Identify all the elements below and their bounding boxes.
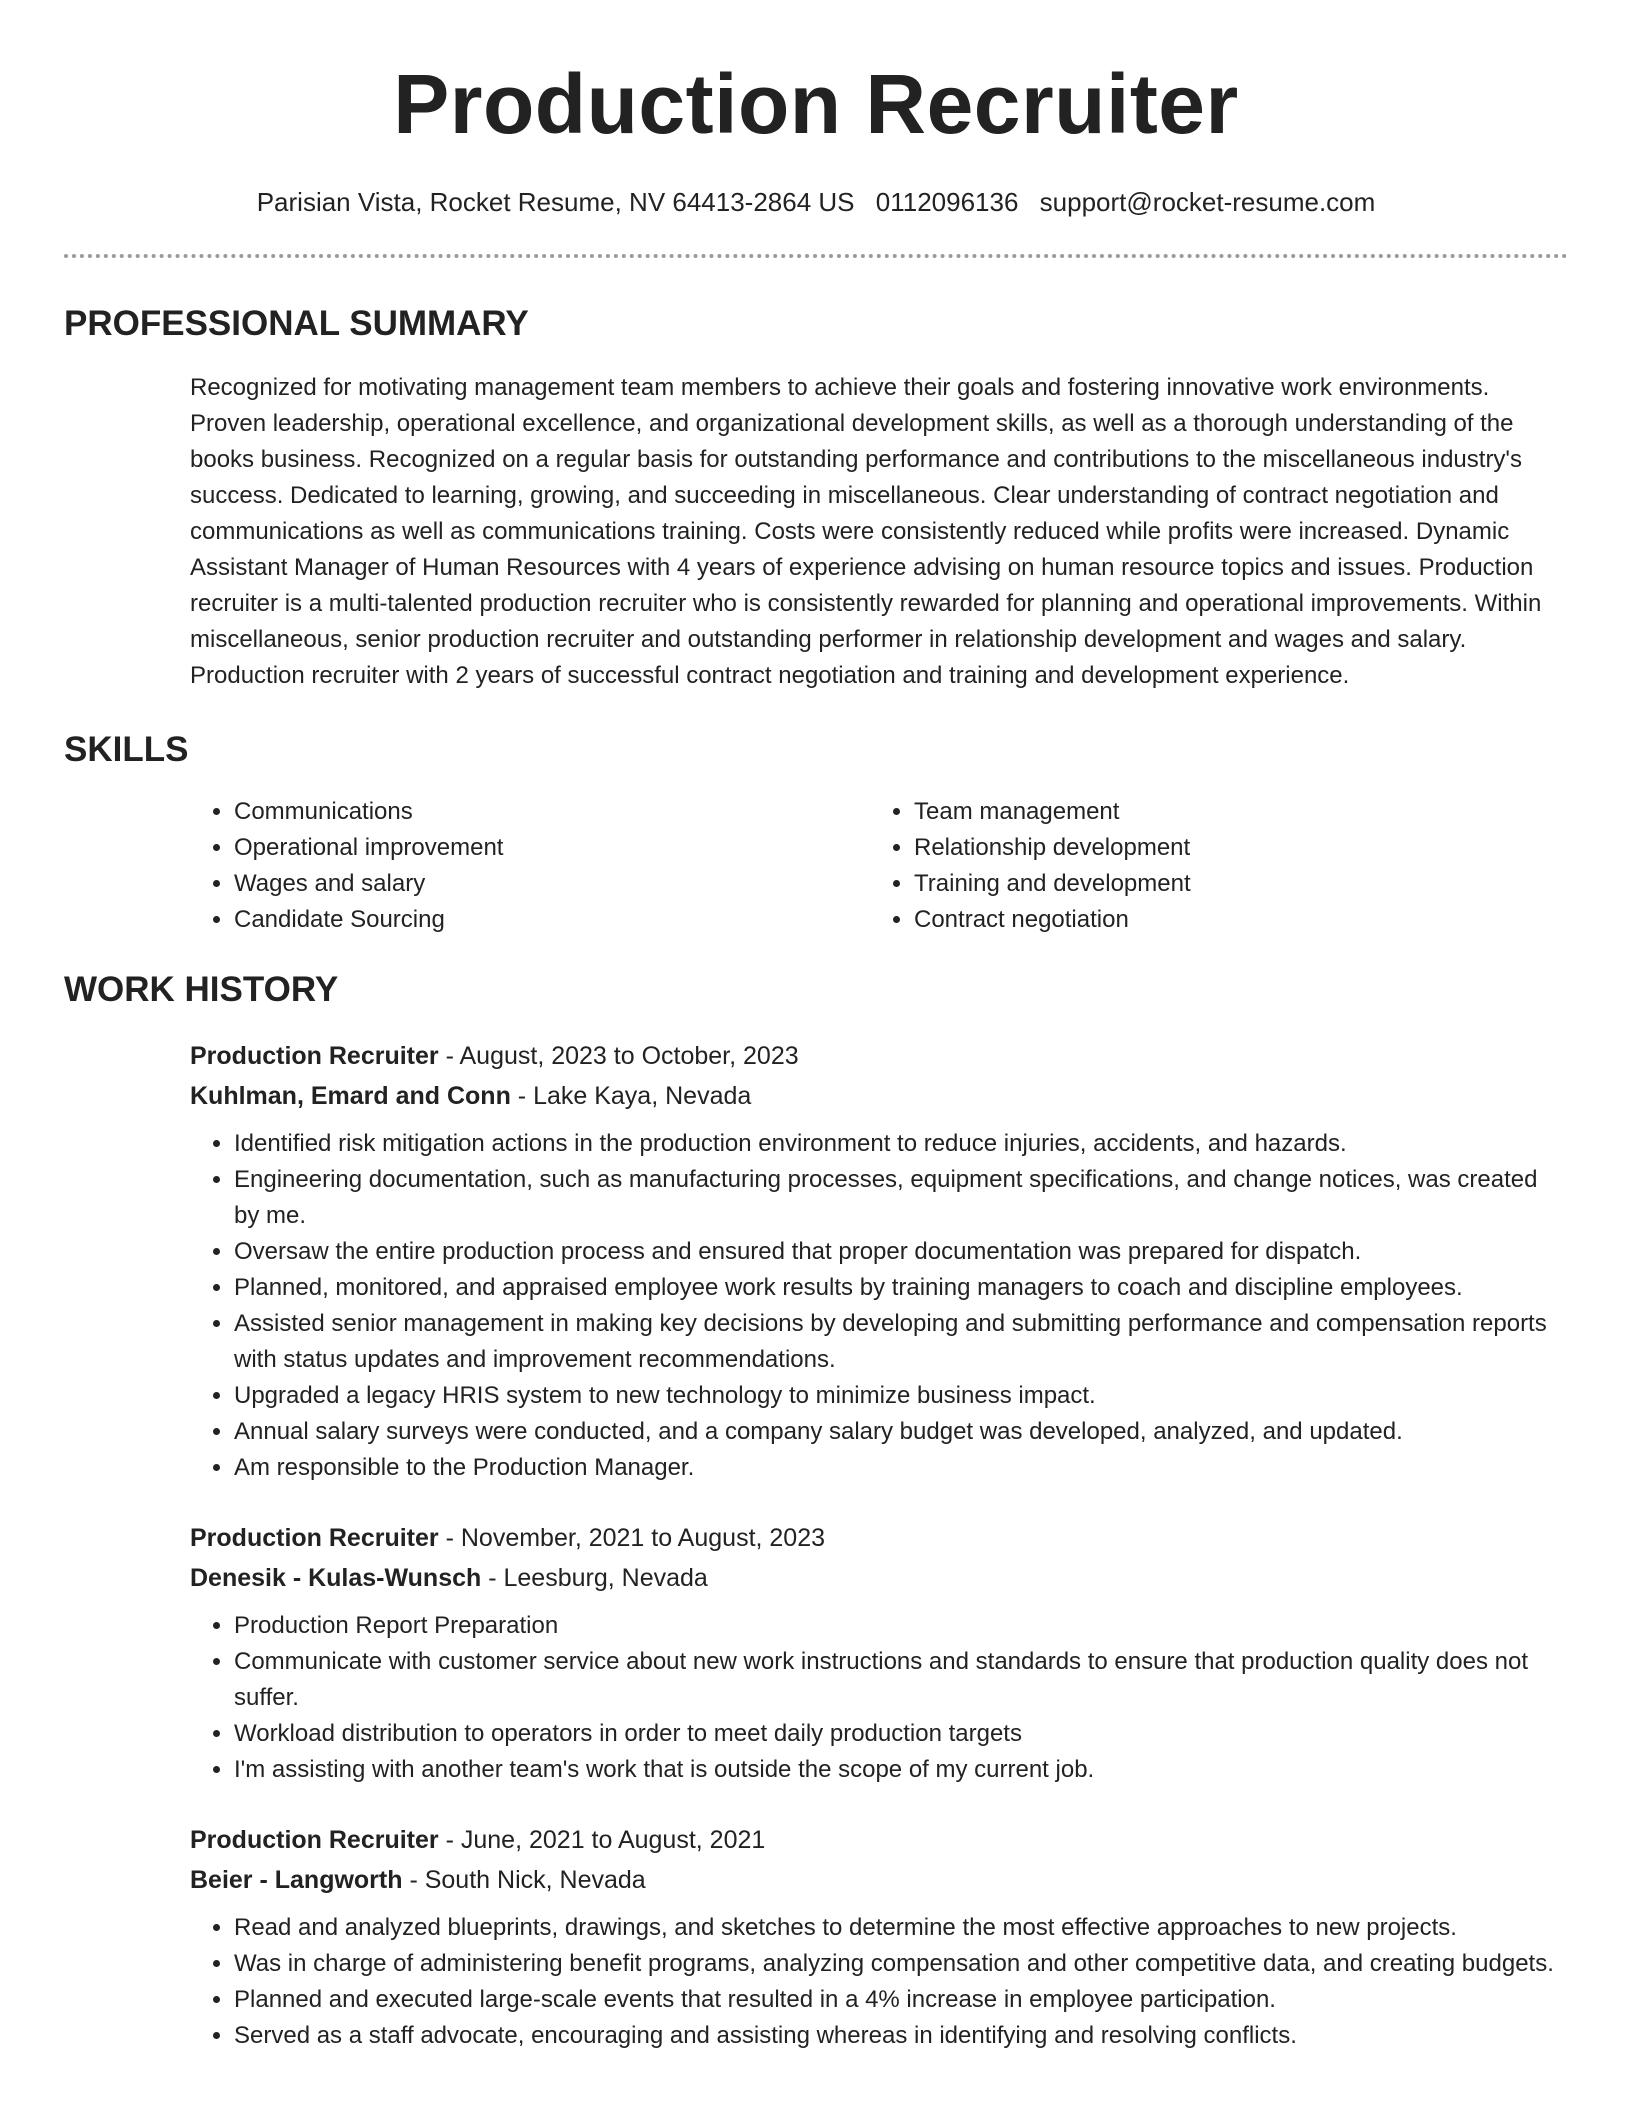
- job-role-line: [190, 1518, 1568, 1558]
- job-location: - Leesburg, Nevada: [481, 1564, 708, 1592]
- list-item: • Engineering documentation, such as manufacturing processes, equipment specifications, and change notices, was created by me.: [234, 1162, 1568, 1234]
- list-item: • Read and analyzed blueprints, drawings, and sketches to determine the most effective approaches to new projects.: [234, 1910, 1568, 1946]
- list-item: • Am responsible to the Production Manager.: [234, 1450, 1568, 1486]
- job-dates: - November, 2021 to August, 2023: [438, 1524, 826, 1552]
- skill-item: • Candidate Sourcing: [234, 902, 870, 938]
- skills-title: SKILLS: [64, 730, 189, 769]
- list-item: • Annual salary surveys were conducted, and a company salary budget was developed, analyzed, and updated.: [234, 1414, 1568, 1450]
- contact-phone: 0112096136: [875, 187, 1019, 217]
- skills-right-column: [870, 794, 1550, 938]
- job-dates: - June, 2021 to August, 2021: [438, 1826, 766, 1854]
- job-entry: [190, 1820, 1568, 2054]
- job-company: Beier - Langworth: [190, 1866, 403, 1894]
- job-role-line: [190, 1036, 1568, 1076]
- summary-section: [64, 302, 1568, 694]
- skill-item: • Contract negotiation: [914, 902, 1550, 938]
- list-item: • Upgraded a legacy HRIS system to new technology to minimize business impact.: [234, 1378, 1568, 1414]
- list-item: • Production Report Preparation: [234, 1608, 1568, 1644]
- job-role: Production Recruiter: [190, 1042, 439, 1070]
- job-company: Kuhlman, Emard and Conn: [190, 1082, 511, 1110]
- contact-line: [0, 186, 1632, 218]
- list-item: • Served as a staff advocate, encouraging and assisting whereas in identifying and resolving conflicts.: [234, 2018, 1568, 2054]
- job-bullets: [190, 1126, 1568, 1486]
- skills-left-column: [190, 794, 870, 938]
- resume-header: [0, 0, 1632, 218]
- job-location: - South Nick, Nevada: [402, 1866, 646, 1894]
- job-company-line: [190, 1076, 1568, 1116]
- list-item: • Planned, monitored, and appraised employee work results by training managers to coach and discipline employees.: [234, 1270, 1568, 1306]
- list-item: • Communicate with customer service about new work instructions and standards to ensure that production quality does not suffer.: [234, 1644, 1568, 1716]
- list-item: • Planned and executed large-scale events that resulted in a 4% increase in employee participation.: [234, 1982, 1568, 2018]
- skill-item: • Operational improvement: [234, 830, 870, 866]
- list-item: • Oversaw the entire production process and ensured that proper documentation was prepared for dispatch.: [234, 1234, 1568, 1270]
- list-item: • Identified risk mitigation actions in the production environment to reduce injuries, accidents, and hazards.: [234, 1126, 1568, 1162]
- list-item: • Assisted senior management in making key decisions by developing and submitting performance and compensation reports with status updates and improvement recommendations.: [234, 1306, 1568, 1378]
- skill-item: • Training and development: [914, 866, 1550, 902]
- skill-item: • Relationship development: [914, 830, 1550, 866]
- job-entry: [190, 1518, 1568, 1788]
- job-dates: - August, 2023 to October, 2023: [438, 1042, 799, 1070]
- skills-section: [64, 728, 1568, 938]
- work-history-title: WORK HISTORY: [64, 970, 339, 1009]
- summary-text: Recognized for motivating management team members to achieve their goals and fostering innovative work environments. Proven leadership, operational excellence, and organizational development skills, as well as a thorough understanding of the books business. Recognized on a regular basis for outstanding performance and contributions to the miscellaneous industry's success. Dedicated to learning, growing, and succeeding in miscellaneous. Clear understanding of contract negotiation and communications as well as communications training. Costs were consistently reduced while profits were increased. Dynamic Assistant Manager of Human Resources with 4 years of experience advising on human resource topics and issues. Production recruiter is a multi-talented production recruiter who is consistently rewarded for planning and operational improvements. Within miscellaneous, senior production recruiter and outstanding performer in relationship development and wages and salary. Production recruiter with 2 years of successful contract negotiation and training and development experience.: [190, 374, 1542, 689]
- job-company-line: [190, 1860, 1568, 1900]
- job-entry: [190, 1036, 1568, 1486]
- contact-address: Parisian Vista, Rocket Resume, NV 64413-2864 US: [256, 187, 855, 217]
- work-history-section: [64, 968, 1568, 2054]
- job-bullets: [190, 1910, 1568, 2054]
- header-divider: [64, 254, 1568, 258]
- list-item: • I'm assisting with another team's work that is outside the scope of my current job.: [234, 1752, 1568, 1788]
- contact-email: support@rocket-resume.com: [1039, 187, 1376, 217]
- job-company-line: [190, 1558, 1568, 1598]
- list-item: • Workload distribution to operators in order to meet daily production targets: [234, 1716, 1568, 1752]
- summary-title: PROFESSIONAL SUMMARY: [64, 304, 529, 343]
- skill-item: • Communications: [234, 794, 870, 830]
- skill-item: • Wages and salary: [234, 866, 870, 902]
- job-location: - Lake Kaya, Nevada: [510, 1082, 752, 1110]
- job-bullets: [190, 1608, 1568, 1788]
- job-role: Production Recruiter: [190, 1826, 439, 1854]
- candidate-name: Production Recruiter: [393, 57, 1239, 151]
- job-role: Production Recruiter: [190, 1524, 439, 1552]
- job-role-line: [190, 1820, 1568, 1860]
- skills-columns: [190, 794, 1568, 938]
- job-company: Denesik - Kulas-Wunsch: [190, 1564, 482, 1592]
- list-item: • Was in charge of administering benefit programs, analyzing compensation and other competitive data, and creating budgets.: [234, 1946, 1568, 1982]
- skill-item: • Team management: [914, 794, 1550, 830]
